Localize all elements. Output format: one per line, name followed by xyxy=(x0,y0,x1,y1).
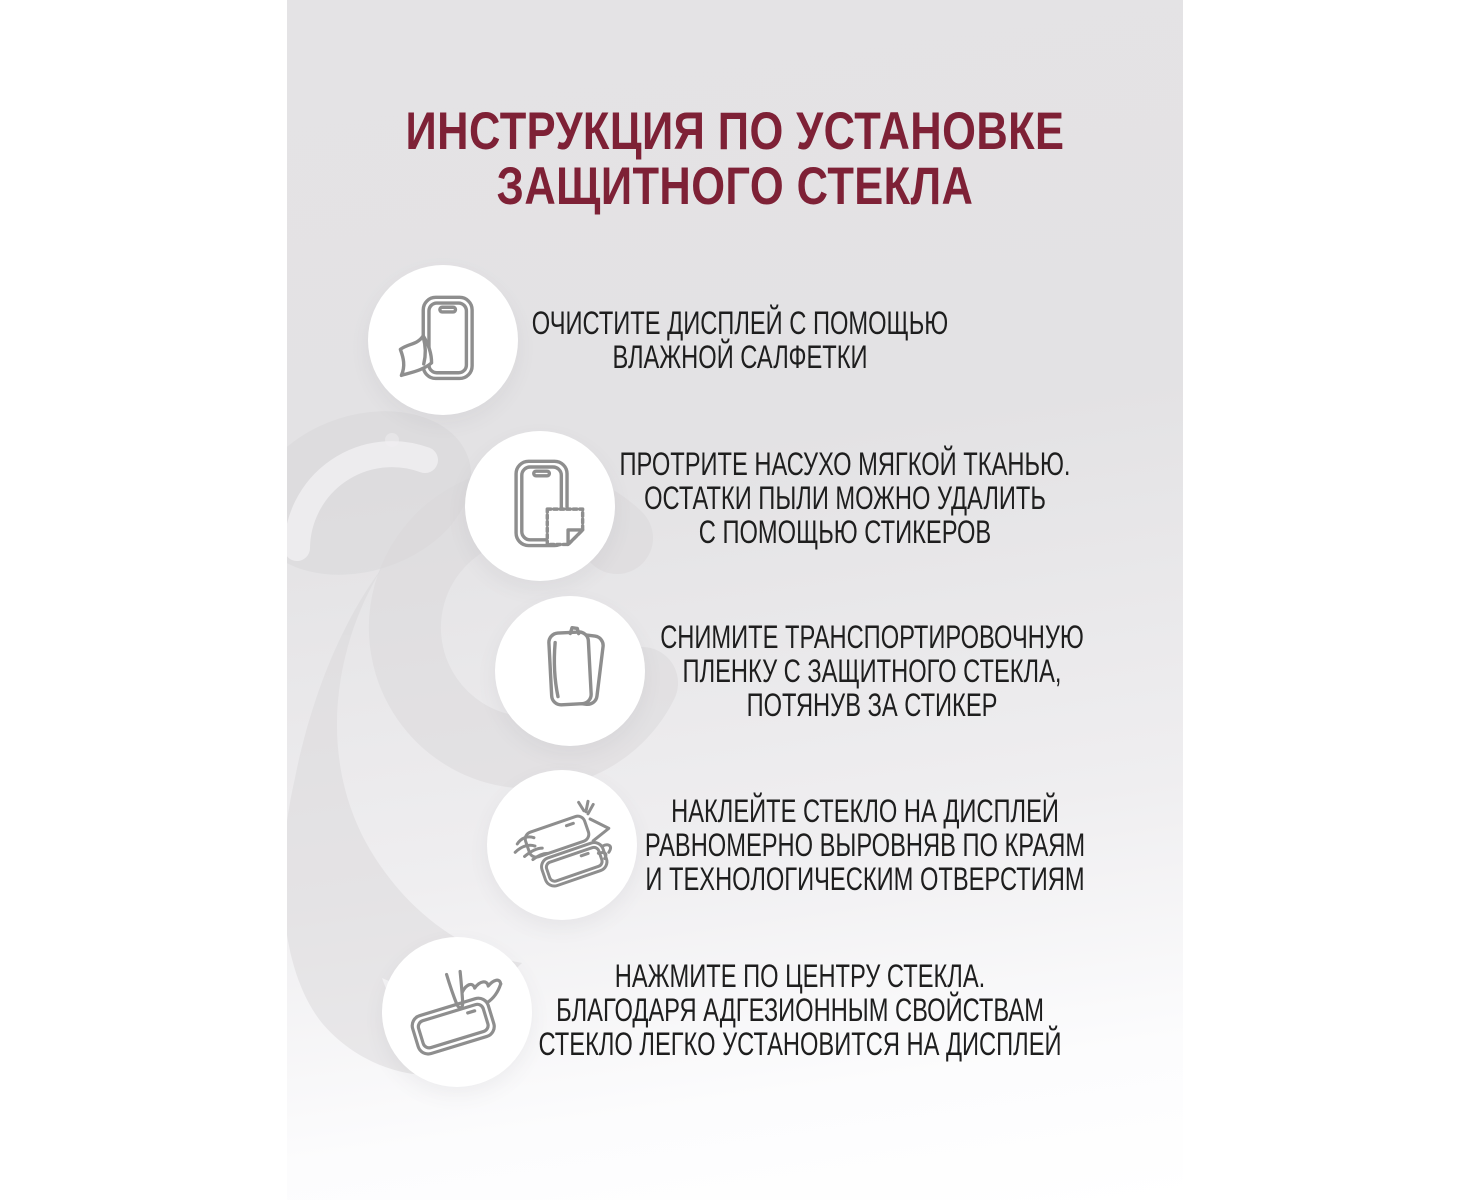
step-4-line-3: И ТЕХНОЛОГИЧЕСКИМ ОТВЕРСТИЯМ xyxy=(645,861,1085,897)
step-2-line-1: ПРОТРИТЕ НАСУХО МЯГКОЙ ТКАНЬЮ. xyxy=(619,446,1071,482)
align-glass-on-display-icon xyxy=(510,793,614,897)
step-1-text xyxy=(532,306,948,374)
step-3-line-1: СНИМИТЕ ТРАНСПОРТИРОВОЧНУЮ xyxy=(660,619,1084,655)
step-5-icon-circle xyxy=(382,937,532,1087)
step-2-line-3: С ПОМОЩЬЮ СТИКЕРОВ xyxy=(698,514,992,550)
step-3-text xyxy=(660,620,1084,722)
press-glass-center-icon xyxy=(405,960,509,1064)
step-4-text xyxy=(645,794,1085,896)
step-1-icon-circle xyxy=(368,265,518,415)
step-1-line-2: ВЛАЖНОЙ САЛФЕТКИ xyxy=(612,339,868,375)
peel-transport-film-icon xyxy=(518,619,622,723)
instruction-card xyxy=(287,0,1183,1200)
step-4-line-1: НАКЛЕЙТЕ СТЕКЛО НА ДИСПЛЕЙ xyxy=(671,793,1059,829)
step-1-line-1: ОЧИСТИТЕ ДИСПЛЕЙ С ПОМОЩЬЮ xyxy=(531,305,949,341)
page-title xyxy=(406,104,1065,214)
phone-dust-sticker-icon xyxy=(488,454,592,558)
step-3-icon-circle xyxy=(495,596,645,746)
step-3-line-3: ПОТЯНУВ ЗА СТИКЕР xyxy=(746,687,998,723)
step-5-text xyxy=(538,959,1061,1061)
step-2-text xyxy=(620,447,1071,549)
step-3-line-2: ПЛЕНКУ С ЗАЩИТНОГО СТЕКЛА, xyxy=(682,653,1062,689)
step-4-line-2: РАВНОМЕРНО ВЫРОВНЯВ ПО КРАЯМ xyxy=(644,827,1086,863)
step-4-icon-circle xyxy=(487,770,637,920)
step-5-line-1: НАЖМИТЕ ПО ЦЕНТРУ СТЕКЛА. xyxy=(614,958,986,994)
step-5-line-2: БЛАГОДАРЯ АДГЕЗИОННЫМ СВОЙСТВАМ xyxy=(556,992,1044,1028)
step-2-line-2: ОСТАТКИ ПЫЛИ МОЖНО УДАЛИТЬ xyxy=(644,480,1046,516)
page-title-line-1: ИНСТРУКЦИЯ ПО УСТАНОВКЕ xyxy=(405,102,1065,161)
page-title-line-2: ЗАЩИТНОГО СТЕКЛА xyxy=(496,157,974,216)
phone-wet-wipe-icon xyxy=(391,288,495,392)
step-5-line-3: СТЕКЛО ЛЕГКО УСТАНОВИТСЯ НА ДИСПЛЕЙ xyxy=(538,1026,1062,1062)
step-2-icon-circle xyxy=(465,431,615,581)
